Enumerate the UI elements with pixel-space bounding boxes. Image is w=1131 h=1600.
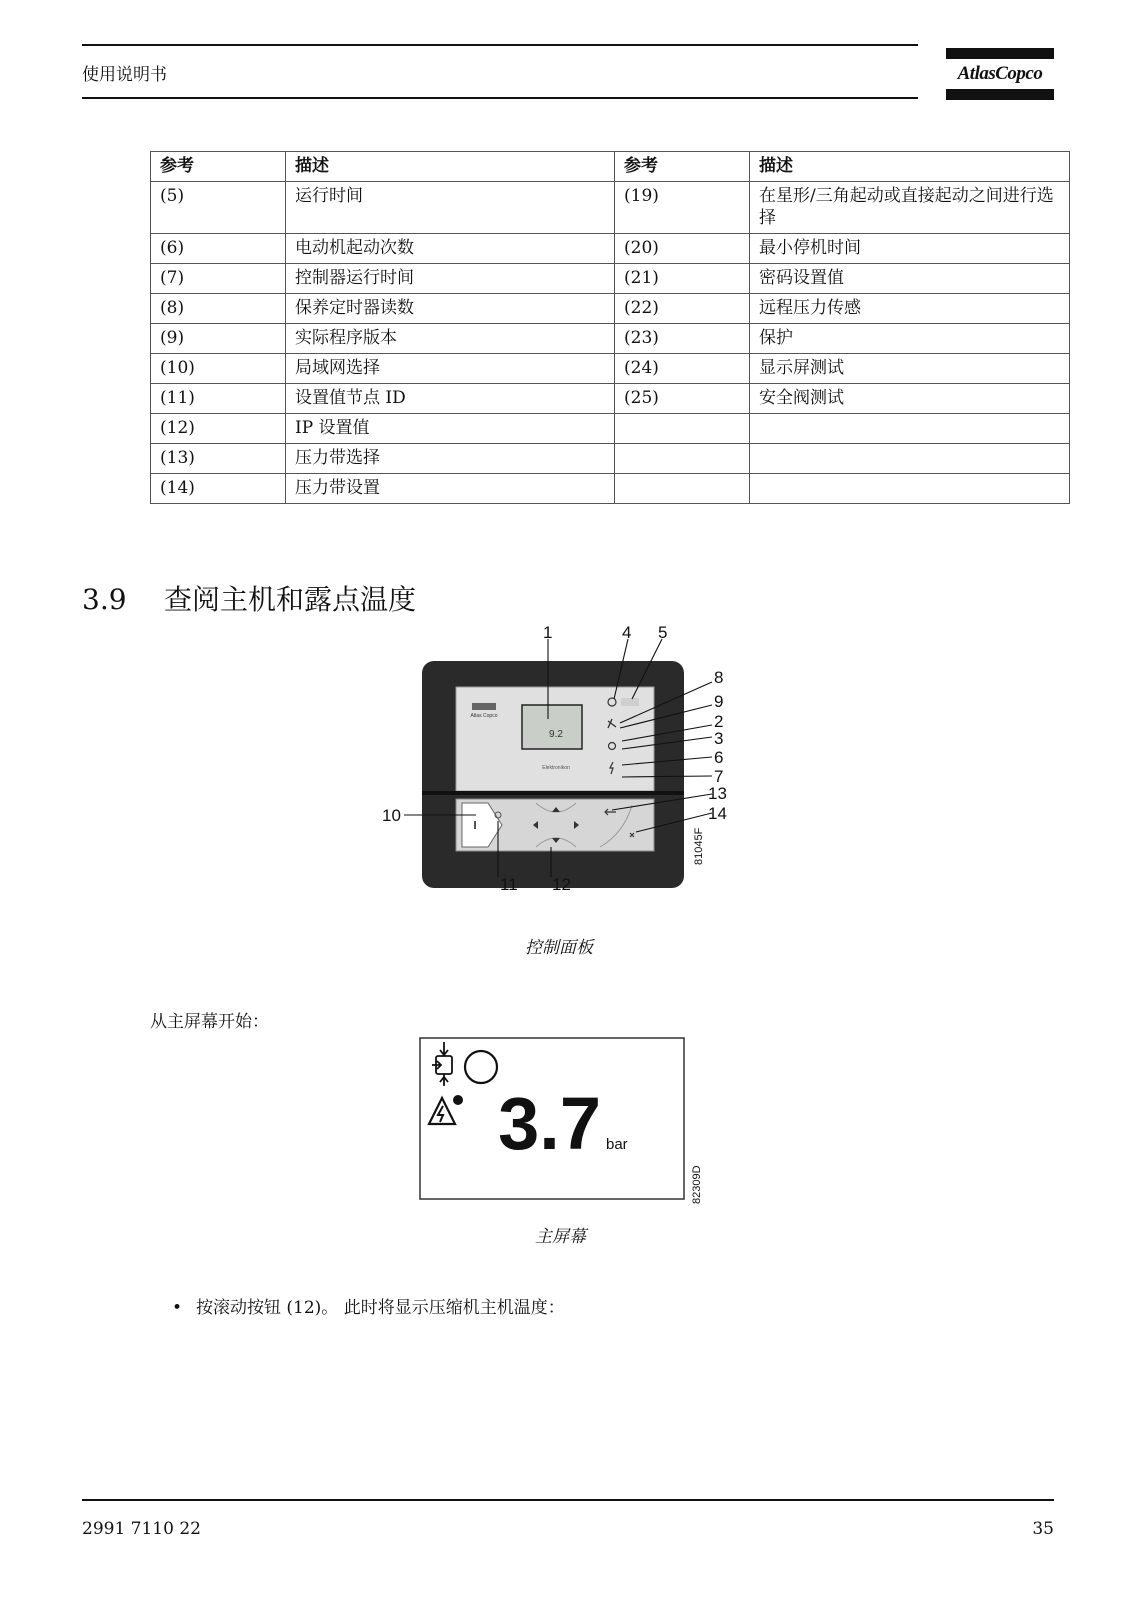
table-cell: (22)	[615, 294, 750, 324]
main-screen-figure	[418, 1036, 718, 1208]
table-row	[151, 384, 1070, 414]
table-cell: 最小停机时间	[750, 234, 1070, 264]
callout-9: 9	[714, 692, 724, 711]
section-title: 查阅主机和露点温度	[164, 583, 417, 616]
callout-1: 1	[543, 623, 553, 642]
table-row	[151, 354, 1070, 384]
table-cell: 压力带选择	[286, 444, 615, 474]
table-cell: 压力带设置	[286, 474, 615, 504]
table-row	[151, 444, 1070, 474]
table-row	[151, 474, 1070, 504]
table-cell: (13)	[151, 444, 286, 474]
table-cell: 密码设置值	[750, 264, 1070, 294]
table-row	[151, 414, 1070, 444]
instruction-bullet	[172, 1293, 565, 1318]
table-cell	[615, 414, 750, 444]
table-cell	[750, 414, 1070, 444]
table-cell: (23)	[615, 324, 750, 354]
table-cell	[615, 474, 750, 504]
header-title: 使用说明书	[82, 65, 167, 85]
table-header-cell: 参考	[615, 152, 750, 182]
table-row	[151, 264, 1070, 294]
panel-figure-code: 81045F	[693, 827, 705, 865]
panel-caption: 控制面板	[525, 938, 593, 958]
callout-13: 13	[708, 784, 727, 803]
callout-8: 8	[714, 668, 724, 687]
table-cell	[615, 444, 750, 474]
table-cell: (6)	[151, 234, 286, 264]
bullet-symbol: •	[172, 1298, 183, 1318]
table-cell: (20)	[615, 234, 750, 264]
callout-10: 10	[382, 806, 401, 825]
table-header-cell: 描述	[750, 152, 1070, 182]
callout-7: 7	[714, 767, 724, 786]
table-cell	[750, 474, 1070, 504]
table-cell: 控制器运行时间	[286, 264, 615, 294]
table-cell: 实际程序版本	[286, 324, 615, 354]
reference-table	[150, 151, 1070, 504]
callout-2: 2	[714, 712, 724, 731]
atlas-copco-logo: AtlasCopco	[946, 48, 1054, 100]
control-panel-figure	[382, 623, 770, 900]
table-cell: (12)	[151, 414, 286, 444]
panel-brand: Atlas Copco	[470, 713, 498, 719]
table-cell: (14)	[151, 474, 286, 504]
footer-page-number: 35	[1032, 1519, 1054, 1539]
callout-5: 5	[658, 623, 668, 642]
footer-doc-number: 2991 7110 22	[82, 1519, 201, 1539]
section-number: 3.9	[82, 583, 127, 616]
table-cell: 远程压力传感	[750, 294, 1070, 324]
table-cell: 设置值节点 ID	[286, 384, 615, 414]
panel-display-value: 9.2	[549, 729, 563, 740]
table-row	[151, 234, 1070, 264]
table-row	[151, 294, 1070, 324]
screen-figure-code: 82309D	[691, 1165, 703, 1204]
table-header-cell: 描述	[286, 152, 615, 182]
footer-rule	[82, 1499, 1054, 1501]
table-cell	[750, 444, 1070, 474]
section-heading	[82, 578, 416, 618]
table-cell: (8)	[151, 294, 286, 324]
table-cell: (7)	[151, 264, 286, 294]
callout-12: 12	[552, 875, 571, 894]
table-cell: 保养定时器读数	[286, 294, 615, 324]
table-header-row	[151, 152, 1070, 182]
table-row	[151, 182, 1070, 234]
table-cell: IP 设置值	[286, 414, 615, 444]
table-cell: (11)	[151, 384, 286, 414]
table-cell: (21)	[615, 264, 750, 294]
pressure-unit: bar	[606, 1136, 628, 1153]
table-cell: (9)	[151, 324, 286, 354]
screen-caption: 主屏幕	[535, 1227, 586, 1247]
callout-6: 6	[714, 748, 724, 767]
table-cell: 安全阀测试	[750, 384, 1070, 414]
table-cell: 在星形/三角起动或直接起动之间进行选择	[750, 182, 1070, 234]
table-body	[151, 182, 1070, 504]
table-cell: (19)	[615, 182, 750, 234]
callout-11: 11	[500, 875, 518, 894]
table-cell: (25)	[615, 384, 750, 414]
table-cell: 电动机起动次数	[286, 234, 615, 264]
table-cell: 显示屏测试	[750, 354, 1070, 384]
panel-product-name: Elektronikon	[542, 765, 570, 771]
intro-text: 从主屏幕开始：	[150, 1012, 269, 1032]
callout-4: 4	[622, 623, 632, 642]
header-rule-top	[82, 44, 918, 46]
table-header-cell: 参考	[151, 152, 286, 182]
table-cell: (5)	[151, 182, 286, 234]
callout-3: 3	[714, 729, 724, 748]
table-cell: (24)	[615, 354, 750, 384]
table-row	[151, 324, 1070, 354]
table-cell: 运行时间	[286, 182, 615, 234]
callout-14: 14	[708, 804, 727, 823]
table-cell: 保护	[750, 324, 1070, 354]
header-rule-bottom	[82, 97, 918, 99]
bullet-text: 按滚动按钮 (12)。 此时将显示压缩机主机温度：	[196, 1298, 565, 1318]
pressure-value: 3.7	[498, 1082, 601, 1165]
table-cell: (10)	[151, 354, 286, 384]
table-cell: 局域网选择	[286, 354, 615, 384]
